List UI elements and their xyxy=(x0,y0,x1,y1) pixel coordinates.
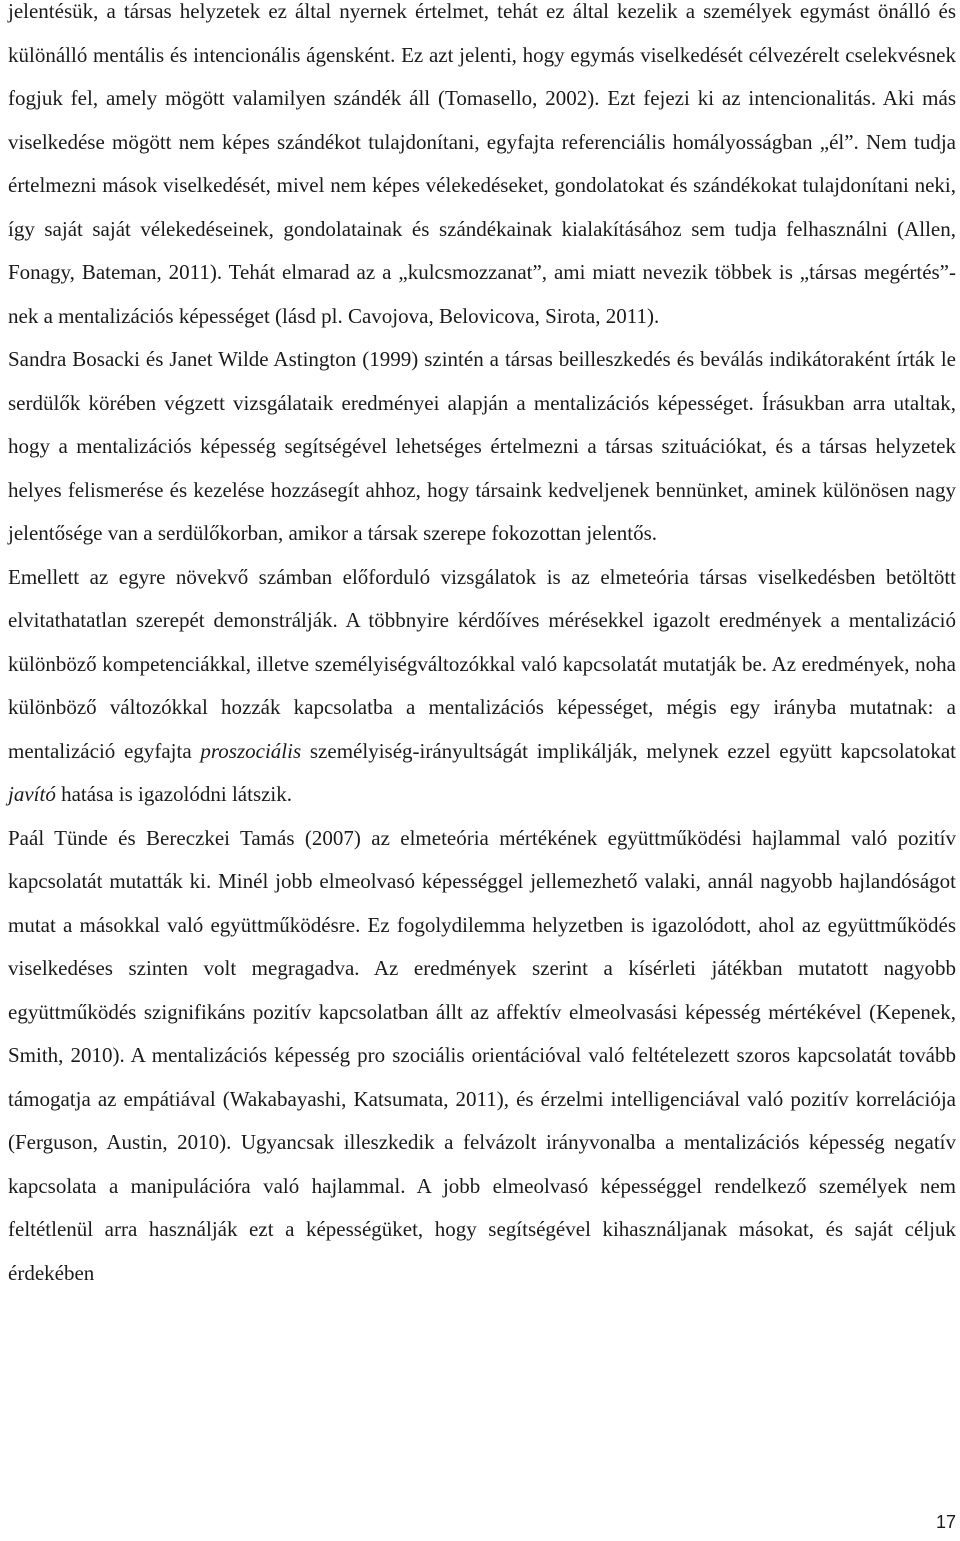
page-number: 17 xyxy=(935,1512,956,1532)
body-text xyxy=(8,0,956,1295)
paragraph-3-text-c: hatása is igazolódni látszik. xyxy=(55,782,293,806)
paragraph-1: jelentésük, a társas helyzetek ez által nyernek értelmet, tehát ez által kezelik a személyek egymást önálló és különálló mentális és intencionális ágensként. Ez azt jelenti, hogy egymás viselkedését célvezérelt cselekvésnek fogjuk fel, amely mögött valamilyen szándék áll (Tomasello, 2002). Ezt fejezi ki az intencionalitás. Aki más viselkedése mögött nem képes szándékot tulajdonítani, egyfajta referenciális homályosságban „él”. Nem tudja értelmezni mások viselkedését, mivel nem képes vélekedéseket, gondolatokat és szándékokat tulajdonítani neki, így saját saját vélekedéseinek, gondolatainak és szándékainak kialakításához sem tudja felhasználni (Allen, Fonagy, Bateman, 2011). Tehát elmarad az a „kulcsmozzanat”, ami miatt nevezik többek is „társas megértés”-nek a mentalizációs képességet (lásd pl. Cavojova, Belovicova, Sirota, 2011). xyxy=(8,0,956,328)
italic-proszocialis: proszociális xyxy=(200,738,302,763)
italic-javito: javító xyxy=(8,782,56,806)
paragraph-4: Paál Tünde és Bereczkei Tamás (2007) az elmeteória mértékének együttműködési hajlammal való pozitív kapcsolatát mutatták ki. Minél jobb elmeolvasó képességgel jellemezhető valaki, annál nagyobb hajlandóságot mutat a másokkal való együttműködésre. Ez fogolydilemma helyzetben is igazolódott, ahol az együttműködés viselkedéses szinten volt megragadva. Az eredmények szerint a kísérleti játékban mutatott nagyobb együttműködés szignifikáns pozitív kapcsolatban állt az affektív elmeolvasási képesség mértékével (Kepenek, Smith, 2010). A mentalizációs képesség pro szociális orientációval való feltételezett szoros kapcsolatát tovább támogatja az empátiával (Wakabayashi, Katsumata, 2011), és érzelmi intelligenciával való pozitív korrelációja (Ferguson, Austin, 2010). Ugyancsak illeszkedik a felvázolt irányvonalba a mentalizációs képesség negatív kapcsolata a manipulációra való hajlammal. A jobb elmeolvasó képességgel rendelkező személyek nem feltétlenül arra használják ezt a képességüket, hogy segítségével kihasználjanak másokat, és saját céljuk érdekében xyxy=(8,825,956,1285)
paragraph-3 xyxy=(8,556,956,817)
paragraph-3-text-a: Emellett az egyre növekvő számban előforduló vizsgálatok is az elmeteória társas viselkedésben betöltött elvitathatatlan szerepét demonstrálják. A többnyire kérdőíves mérésekkel igazolt eredmények a mentalizáció különböző kompetenciákkal, illetve személyiségváltozókkal való kapcsolatát mutatják be. Az eredmények, noha különböző változókkal hozzák kapcsolatba a mentalizációs képességet, mégis egy irányba mutatnak: a mentalizáció egyfajta xyxy=(8,564,956,763)
paragraph-2: Sandra Bosacki és Janet Wilde Astington (1999) szintén a társas beilleszkedés és beválás indikátoraként írták le serdülők körében végzett vizsgálataik eredményei alapján a mentalizációs képességet. Írásukban arra utaltak, hogy a mentalizációs képesség segítségével lehetséges értelmezni a társas szituációkat, és a társas helyzetek helyes felismerése és kezelése hozzásegít ahhoz, hogy társaink kedveljenek bennünket, aminek különösen nagy jelentősége van a serdülőkorban, amikor a társak szerepe fokozottan jelentős. xyxy=(8,347,956,545)
paragraph-3-text-b: személyiség-irányultságát implikálják, melynek ezzel együtt kapcsolatokat xyxy=(301,738,956,763)
